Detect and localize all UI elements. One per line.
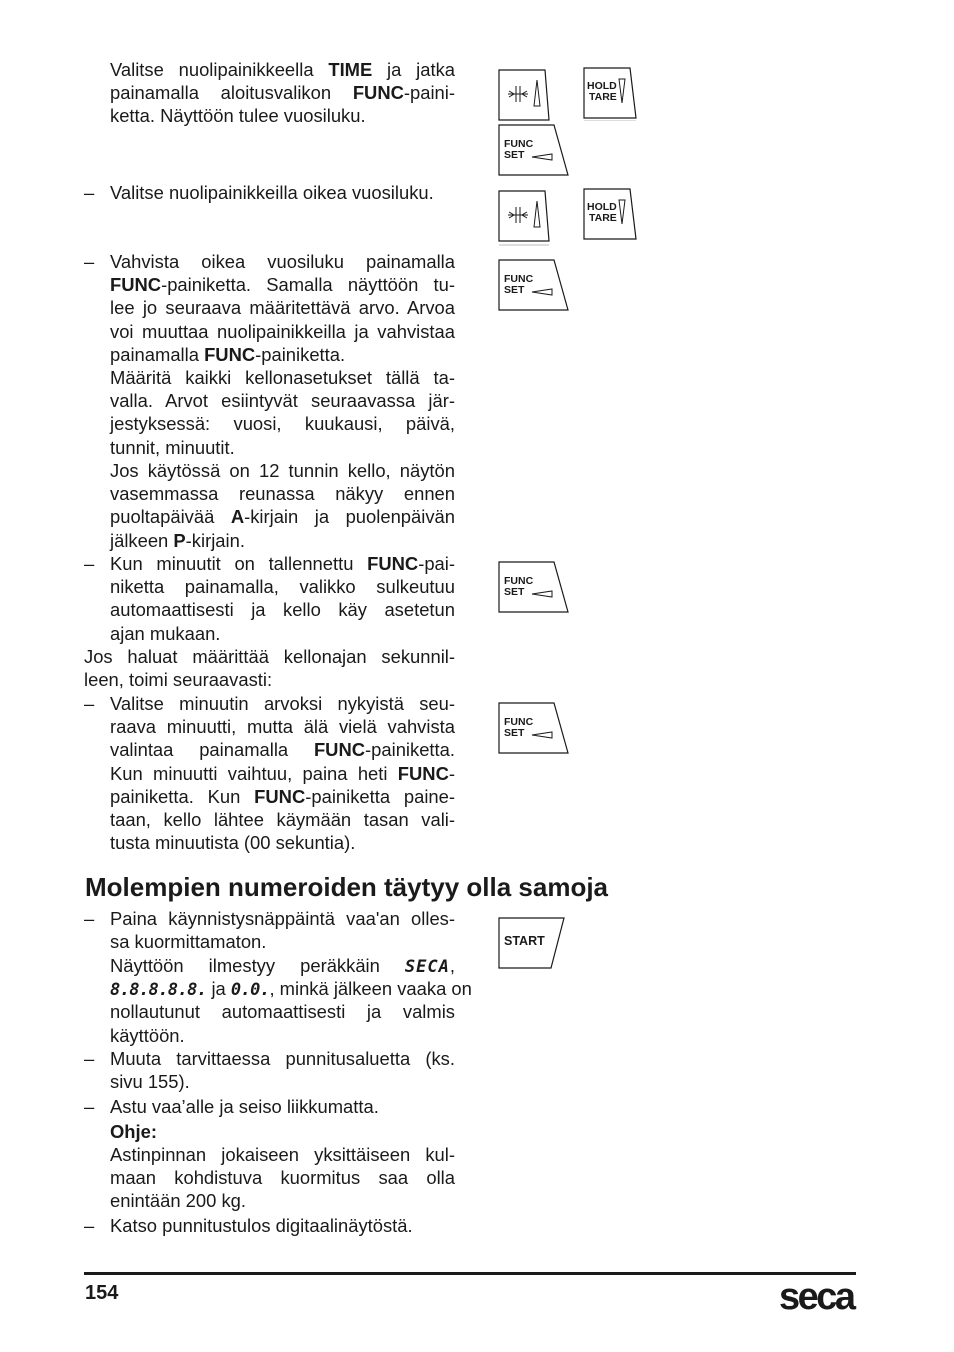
text-line: tunnit, minuutit. [110,436,235,458]
start-key [498,917,554,969]
text-line: niketta painamalla, valikko sulkeutuu [110,576,455,598]
bold-term: FUNC [110,274,162,296]
text-line: Valitse minuutin arvoksi nykyistä seu- [110,693,455,714]
text-line: voi muuttaa nuolipainikkeilla ja vahvistaa [110,320,455,342]
arrow-up-key [498,69,550,121]
bullet-dash: – [84,1215,95,1236]
text-line: sivu 155). [110,1071,190,1093]
bold-term: FUNC [204,343,256,365]
bullet-dash: – [84,1048,95,1069]
text-line: valintaa painamalla FUNC-painiketta. [110,739,455,761]
text-line: Astu vaa’alle ja seiso liikkumatta. [110,1096,379,1117]
text-line: automaattisesti ja kello käy asetetun [110,599,455,621]
text-line: Katso punnitustulos digitaalinäytöstä. [110,1215,413,1236]
func-set-key [498,702,550,754]
para-seconds-steps [110,692,455,854]
arrow-up-key [498,190,550,242]
text-line: painamalla aloitusvalikon FUNC-paini- [110,82,455,104]
arrow-key-icon [498,190,550,246]
text-line: FUNC-painiketta. Samalla näyttöön tu- [110,274,455,296]
text-line: tusta minuutista (00 sekuntia). [110,832,356,854]
text-line: Kun minuutit on tallennettu FUNC-pai- [110,553,455,574]
display-readout: 8.8.8.8.8. [110,980,207,1001]
bullet-dash: – [84,908,95,929]
hold-tare-key [583,188,635,240]
text-line: 8.8.8.8.8. ja 0.0., minkä jälkeen vaaka on [110,978,472,1001]
bullet-dash: – [84,251,95,272]
func-set-key [498,124,550,176]
para-press-start [110,907,455,953]
hold-tare-key [583,67,635,119]
text-line: vasemmassa reunassa näkyy ennen [110,483,455,505]
text-line: Jos käytössä on 12 tunnin kello, näytön [110,460,455,481]
display-readout: 0.0. [230,980,270,1001]
bold-term: FUNC [254,785,306,807]
para-weighing-range [110,1047,455,1093]
text-line: lee jo seuraava määritettävä arvo. Arvoa [110,297,455,319]
hold-label: HOLD [587,201,617,213]
func-label: FUNC [504,138,534,150]
note-text [110,1143,455,1213]
set-label: SET [504,586,525,598]
bold-term: FUNC [397,762,449,784]
text-line: taan, kello lähtee käymään tasan vali- [110,808,455,830]
text-line: Näyttöön ilmestyy peräkkäin SECA, [110,955,455,977]
text-line: nollautunut automaattisesti ja valmis [110,1001,455,1023]
bold-term: Ohje: [110,1121,158,1142]
text-line: Vahvista oikea vuosiluku painamalla [110,251,455,272]
text-line: enintään 200 kg. [110,1190,246,1212]
para-12h-clock [110,459,455,552]
func-set-key [498,259,550,311]
text-line: leen, toimi seuraavasti: [84,669,273,691]
set-label: SET [504,149,525,161]
text-line: puoltapäivää A-kirjain ja puolenpäivän [110,506,455,528]
para-select-time [110,58,455,128]
func-set-key [498,561,550,613]
text-line: sa kuormittamaton. [110,931,267,953]
para-display-sequence [110,954,472,1047]
text-line: painiketta. Kun FUNC-painiketta paine- [110,785,455,807]
text-line: Muuta tarvittaessa punnitusaluetta (ks. [110,1048,455,1069]
text-line: Jos haluat määrittää kellonajan sekunnil- [84,646,455,667]
func-label: FUNC [504,273,534,285]
para-confirm-year [110,250,455,366]
bold-term: FUNC [352,82,404,104]
bullet-dash: – [84,182,95,203]
text-line: jälkeen P-kirjain. [110,529,245,551]
arrow-key-icon [498,69,550,121]
bullet-dash: – [84,1096,95,1117]
bold-term: P [173,529,186,551]
note-heading [110,1120,455,1143]
text-line: maan kohdistuva kuormitus saa olla [110,1167,455,1189]
text-line: raava minuutti, mutta älä vielä vahvista [110,716,455,738]
text-line: Paina käynnistysnäppäintä vaa'an olles- [110,908,455,929]
display-readout: SECA [404,957,450,977]
text-line: valla. Arvot esiintyvät seuraavassa jär- [110,390,455,412]
para-minutes-saved [110,552,455,645]
start-label: START [504,934,545,948]
footer-rule [84,1272,856,1275]
text-line: Määritä kaikki kellonasetukset tällä ta- [110,367,455,388]
text-line: Valitse nuolipainikkeella TIME ja jatka [110,59,455,80]
text-line: ajan mukaan. [110,622,221,644]
text-line: painamalla FUNC-painiketta. [110,343,346,365]
text-line: käyttöön. [110,1024,185,1046]
func-label: FUNC [504,716,534,728]
tare-label: TARE [589,212,617,224]
bullet-dash: – [84,693,95,714]
bold-term: A [230,506,245,528]
bold-term: FUNC [313,739,366,761]
section-title: Molempien numeroiden täytyy olla samoja [85,872,609,902]
text-line: ketta. Näyttöön tulee vuosiluku. [110,105,366,127]
seca-logo: seca [779,1276,854,1318]
func-label: FUNC [504,575,534,587]
para-step-on [110,1095,455,1118]
text-line: jestyksessä: vuosi, kuukausi, päivä, [110,413,455,435]
text-line: Astinpinnan jokaiseen yksittäiseen kul- [110,1144,455,1165]
bold-term: FUNC [367,553,419,574]
para-read-result [110,1214,455,1237]
para-select-year [110,181,455,204]
page-number: 154 [85,1282,119,1304]
para-seconds-intro [84,645,455,691]
text-line: Kun minuutti vaihtuu, paina heti FUNC- [110,762,455,784]
set-label: SET [504,727,525,739]
bold-term: TIME [328,59,373,80]
bullet-dash: – [84,553,95,574]
text-line: Valitse nuolipainikkeilla oikea vuosiluku. [110,182,434,203]
tare-label: TARE [589,91,617,103]
para-all-settings [110,366,455,459]
set-label: SET [504,284,525,296]
hold-label: HOLD [587,80,617,92]
text-line [110,1120,455,1143]
